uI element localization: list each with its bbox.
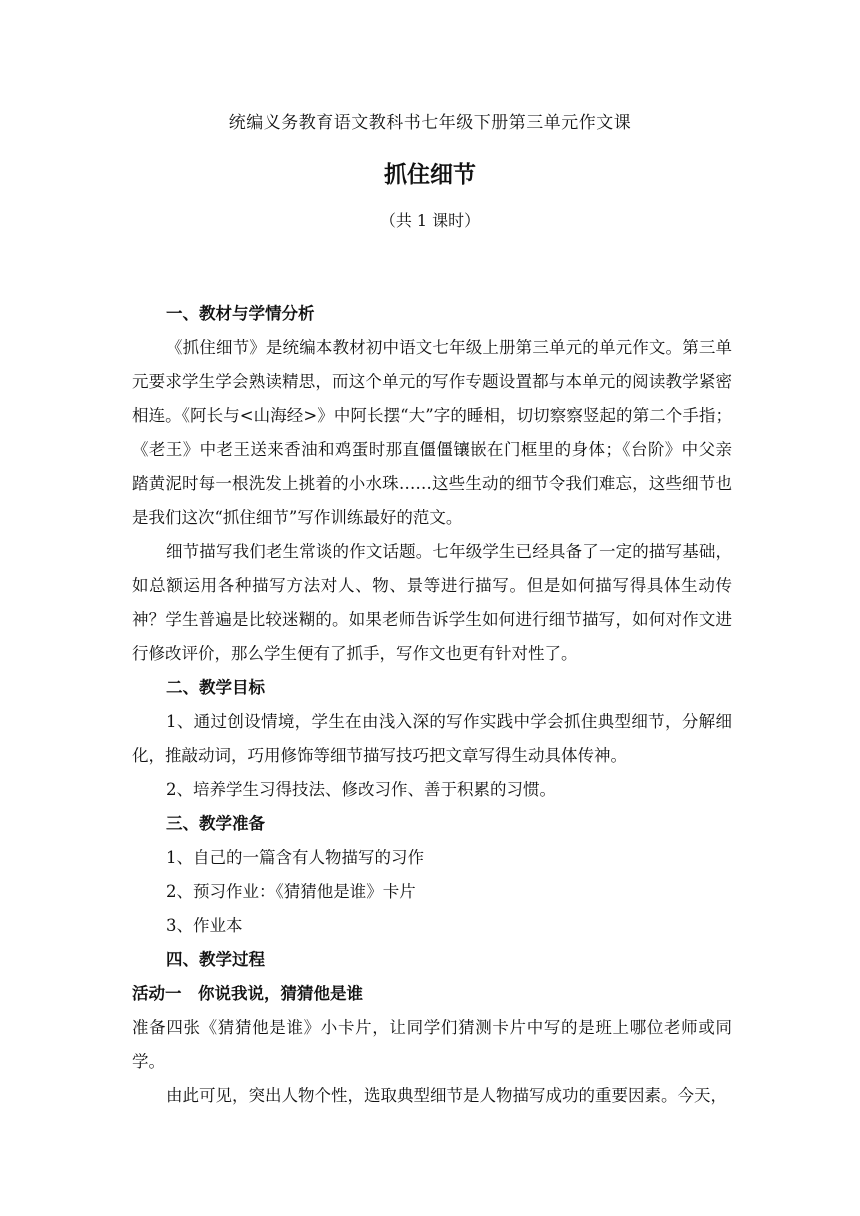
lesson-hours: （共 1 课时） [379,211,481,230]
analysis-paragraph-2: 细节描写我们老生常谈的作文话题。七年级学生已经具备了一定的描写基础，如总额运用各种描写方法对人、物、景等进行描写。但是如何描写得具体生动传神？学生普遍是比较迷糊的。如果老师告诉学生如何进行细节描写，如何对作文进行修改评价，那么学生便有了抓手，写作文也更有针对性了。 [132,542,732,663]
activity-1-paragraph-1: 准备四张《猜猜他是谁》小卡片，让同学们猜测卡片中写的是班上哪位老师或同学。 [132,1018,732,1071]
goal-item-2: 2、培养学生习得技法、修改习作、善于积累的习惯。 [166,780,556,799]
document-body [132,297,732,1113]
analysis-paragraph-1: 《抓住细节》是统编本教材初中语文七年级上册第三单元的单元作文。第三单元要求学生学会熟读精思，而这个单元的写作专题设置都与本单元的阅读教学紧密相连。《阿长与<山海经>》中阿长摆“大”字的睡相，切切察察竖起的第二个手指；《老王》中老王送来香油和鸡蛋时那直僵僵镶嵌在门框里的身体；《台阶》中父亲踏黄泥时每一根洗发上挑着的小水珠……这些生动的细节令我们难忘，这些细节也是我们这次“抓住细节”写作训练最好的范文。 [132,338,732,527]
goal-item-1: 1、通过创设情境，学生在由浅入深的写作实践中学会抓住典型细节，分解细化，推敲动词，巧用修饰等细节描写技巧把文章写得生动具体传神。 [132,712,732,765]
section-heading-process: 四、教学过程 [166,950,265,969]
section-heading-goals: 二、教学目标 [166,678,265,697]
section-heading-analysis: 一、教材与学情分析 [166,304,315,323]
preparation-item-3: 3、作业本 [166,916,243,935]
activity-1-paragraph-2: 由此可见，突出人物个性，选取典型细节是人物描写成功的重要因素。今天， [166,1086,727,1105]
document-subtitle: 统编义务教育语文教科书七年级下册第三单元作文课 [228,113,632,133]
activity-1-title: 活动一 你说我说，猜猜他是谁 [132,984,363,1003]
preparation-item-1: 1、自己的一篇含有人物描写的习作 [166,848,424,867]
document-title: 抓住细节 [384,162,476,188]
section-heading-preparation: 三、教学准备 [166,814,265,833]
preparation-item-2: 2、预习作业：《猜猜他是谁》卡片 [166,882,416,901]
